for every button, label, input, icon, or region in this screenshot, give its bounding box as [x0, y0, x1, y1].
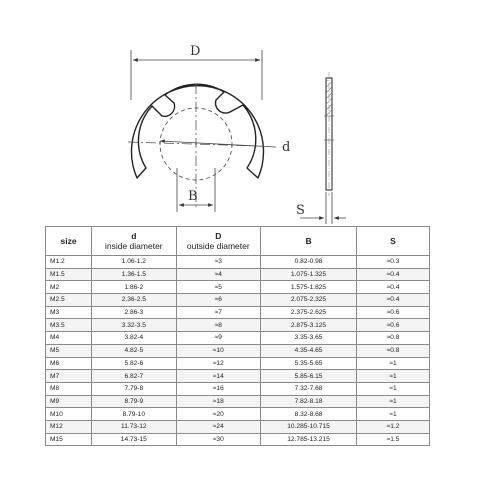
- cell-D: ≈12: [176, 357, 260, 370]
- spec-table: [45, 226, 430, 446]
- cell-B: 2.875-3.125: [261, 319, 357, 332]
- e-clip-drawing: [0, 0, 480, 226]
- table-body: [46, 256, 430, 446]
- cell-size: M10: [46, 408, 92, 421]
- cell-B: 12.785-13.215: [261, 433, 357, 446]
- cell-B: 0.82-0.98: [261, 256, 357, 269]
- cell-S: ≈0.4: [357, 281, 430, 294]
- cell-size: M1.5: [46, 268, 92, 281]
- table-row: [46, 408, 430, 421]
- table-row: [46, 395, 430, 408]
- table-row: [46, 382, 430, 395]
- cell-size: M2: [46, 281, 92, 294]
- cell-D: ≈6: [176, 294, 260, 307]
- cell-d: 3.32-3.5: [92, 319, 176, 332]
- cell-S: ≈0.4: [357, 268, 430, 281]
- header-inside-diameter: [92, 227, 176, 256]
- cell-B: 3.35-3.65: [261, 332, 357, 345]
- e-clip-body: [132, 84, 264, 178]
- header-B: B: [261, 227, 357, 256]
- cell-size: M5: [46, 344, 92, 357]
- cell-S: ≈0.4: [357, 294, 430, 307]
- cell-size: M15: [46, 433, 92, 446]
- table-row: [46, 319, 430, 332]
- cell-B: 2.375-2.625: [261, 306, 357, 319]
- cell-d: 2.86-3: [92, 306, 176, 319]
- cell-D: ≈9: [176, 332, 260, 345]
- cell-D: ≈4: [176, 268, 260, 281]
- cell-d: 1.06-1.2: [92, 256, 176, 269]
- header-size: size: [46, 227, 92, 256]
- cell-D: ≈5: [176, 281, 260, 294]
- cell-D: ≈18: [176, 395, 260, 408]
- cell-D: ≈10: [176, 344, 260, 357]
- cell-S: ≈1: [357, 357, 430, 370]
- cell-size: M12: [46, 420, 92, 433]
- label-D: D: [190, 44, 201, 59]
- cell-D: ≈16: [176, 382, 260, 395]
- header-d-desc: inside diameter: [104, 241, 163, 251]
- cell-size: M4: [46, 332, 92, 345]
- cell-B: 2.075-2.325: [261, 294, 357, 307]
- cell-B: 7.82-8.18: [261, 395, 357, 408]
- table-row: [46, 420, 430, 433]
- cell-size: M2.5: [46, 294, 92, 307]
- cell-B: 5.35-5.65: [261, 357, 357, 370]
- header-D-desc: outside diameter: [186, 241, 250, 251]
- cell-B: 1.075-1.325: [261, 268, 357, 281]
- cell-S: ≈1: [357, 408, 430, 421]
- cell-size: M6: [46, 357, 92, 370]
- cell-S: ≈1.5: [357, 433, 430, 446]
- table-row: [46, 268, 430, 281]
- header-S: S: [357, 227, 430, 256]
- dimension-d: [160, 140, 290, 155]
- cell-d: 14.73-15: [92, 433, 176, 446]
- e-clip-side-view: [324, 72, 334, 196]
- cell-S: ≈0.6: [357, 319, 430, 332]
- cell-size: M3: [46, 306, 92, 319]
- header-outside-diameter: [176, 227, 260, 256]
- cell-B: 8.32-8.68: [261, 408, 357, 421]
- table-row: [46, 357, 430, 370]
- table-row: [46, 332, 430, 345]
- label-S: S: [296, 203, 305, 218]
- cell-S: ≈0.8: [357, 332, 430, 345]
- table-header-row: [46, 227, 430, 256]
- cell-D: ≈20: [176, 408, 260, 421]
- cell-d: 8.79-9: [92, 395, 176, 408]
- cell-B: 4.35-4.65: [261, 344, 357, 357]
- cell-d: 2.36-2.5: [92, 294, 176, 307]
- cell-S: ≈0.3: [357, 256, 430, 269]
- cell-d: 8.79-10: [92, 408, 176, 421]
- header-D-symbol: D: [215, 231, 222, 241]
- cell-B: 10.285-10.715: [261, 420, 357, 433]
- dimension-S: [296, 192, 346, 224]
- cell-D: ≈8: [176, 319, 260, 332]
- cell-B: 5.85-6.15: [261, 370, 357, 383]
- cell-D: ≈3: [176, 256, 260, 269]
- cell-d: 7.79-8: [92, 382, 176, 395]
- cell-S: ≈0.8: [357, 344, 430, 357]
- cell-d: 11.73-12: [92, 420, 176, 433]
- cell-S: ≈1: [357, 382, 430, 395]
- table-row: [46, 281, 430, 294]
- table-row: [46, 370, 430, 383]
- cell-S: ≈1: [357, 370, 430, 383]
- cell-S: ≈0.6: [357, 306, 430, 319]
- cell-d: 4.82-5: [92, 344, 176, 357]
- cell-D: ≈14: [176, 370, 260, 383]
- label-d: d: [282, 140, 291, 155]
- cell-d: 3.82-4: [92, 332, 176, 345]
- cell-S: ≈1: [357, 395, 430, 408]
- cell-size: M3.5: [46, 319, 92, 332]
- cell-size: M8: [46, 382, 92, 395]
- table-row: [46, 433, 430, 446]
- table-row: [46, 294, 430, 307]
- label-B: B: [188, 189, 198, 204]
- cell-d: 6.82-7: [92, 370, 176, 383]
- cell-d: 1.86-2: [92, 281, 176, 294]
- cell-size: M7: [46, 370, 92, 383]
- cell-d: 5.82-6: [92, 357, 176, 370]
- cell-S: ≈1.2: [357, 420, 430, 433]
- table-row: [46, 256, 430, 269]
- cell-d: 1.36-1.5: [92, 268, 176, 281]
- dimension-D: [131, 44, 262, 100]
- cell-size: M1.2: [46, 256, 92, 269]
- table-row: [46, 306, 430, 319]
- cell-B: 1.575-1.825: [261, 281, 357, 294]
- table-row: [46, 344, 430, 357]
- header-d-symbol: d: [131, 231, 137, 241]
- cell-D: ≈24: [176, 420, 260, 433]
- cell-D: ≈7: [176, 306, 260, 319]
- cell-B: 7.32-7.68: [261, 382, 357, 395]
- cell-size: M9: [46, 395, 92, 408]
- cell-D: ≈30: [176, 433, 260, 446]
